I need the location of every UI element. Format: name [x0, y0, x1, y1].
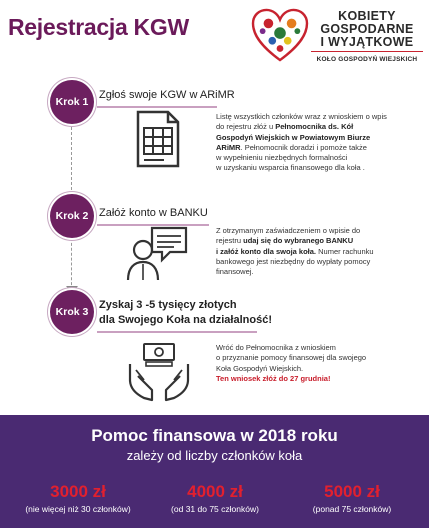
step-3-badge: Krok 3 [50, 290, 94, 334]
step-2-line: bankowego jest niezbędny do wypłaty pomocy [216, 256, 371, 266]
step-2-line: finansowej. [216, 267, 254, 277]
step-1-underline [97, 106, 217, 108]
step-1-title: Zgłoś swoje KGW w ARiMR [99, 89, 235, 101]
step-1-line: Listę wszystkich członków wraz z wnioskiem o wpis [216, 112, 387, 121]
funding-title: Pomoc finansowa w 2018 roku [91, 426, 338, 445]
step-1-line: . Pełnomocnik doradzi i pomoże także [240, 142, 367, 152]
document-form-icon [134, 110, 182, 168]
step-2-title: Załóż konto w BANKU [99, 207, 208, 219]
step-1-bold: Gospodyń Wiejskich w Powiatowym Biurze [216, 132, 371, 142]
amount-description: (nie więcej niż 30 członków) [25, 504, 131, 514]
hands-money-icon [126, 340, 192, 402]
step-1-text [216, 112, 406, 174]
amount-value: 3000 zł [50, 482, 106, 501]
logo-text [311, 10, 423, 66]
step-3-line: o przyznanie pomocy finansowej dla swojego [216, 353, 367, 363]
step-1-bold: ARiMR [216, 142, 241, 152]
step-3-text [216, 343, 406, 384]
logo-line-1: KOBIETY [338, 9, 396, 23]
step-2-badge: Krok 2 [50, 194, 94, 238]
step-1-bold: Pełnomocnika ds. Kół [275, 122, 354, 132]
person-speech-icon [126, 226, 190, 282]
step-3-line: Koła Gospodyń Wiejskich. [216, 363, 304, 373]
connector-2-3 [71, 238, 72, 290]
step-1-line: w wypełnieniu niezbędnych formalności [216, 153, 348, 163]
amount-description: (od 31 do 75 członków) [171, 504, 259, 514]
amount-tier-3 [282, 482, 422, 514]
logo-line-3: I WYJĄTKOWE [320, 35, 414, 49]
step-3-title-line-2: dla Swojego Koła na działalność! [99, 314, 272, 326]
step-1-badge: Krok 1 [50, 80, 94, 124]
step-3-title-line-1: Zyskaj 3 -5 tysięcy złotych [99, 299, 237, 311]
amount-value: 4000 zł [187, 482, 243, 501]
step-2-line: rejestru [216, 236, 242, 246]
amount-description: (ponad 75 członków) [312, 504, 392, 514]
heart-logo-icon [251, 8, 309, 62]
amount-value: 5000 zł [324, 482, 380, 501]
funding-subtitle: zależy od liczby członków koła [126, 448, 303, 463]
deadline-note: Ten wniosek złóż do 27 grudnia! [216, 373, 331, 383]
connector-1-2 [71, 122, 72, 200]
step-3-underline [97, 331, 257, 333]
step-3-line: Wróć do Pełnomocnika z wnioskiem [216, 343, 336, 352]
step-2-bold: i załóż konto dla swoja koła. [216, 246, 317, 256]
step-2-line: Z otrzymanym zaświadczeniem o wpisie do [216, 226, 361, 235]
amount-tier-2 [145, 482, 285, 514]
step-1-line: w uzyskaniu wsparcia finansowego dla koła . [216, 163, 365, 173]
step-3-title [99, 298, 319, 328]
step-1-line: do rejestru złóż u [216, 122, 274, 132]
step-2-text [216, 226, 406, 277]
step-2-line: Numer rachunku [318, 246, 374, 256]
logo-line-2: GOSPODARNE [320, 22, 414, 36]
amount-tier-1 [8, 482, 148, 514]
kgw-logo [247, 6, 425, 72]
page-title: Rejestracja KGW [8, 14, 189, 40]
funding-panel [0, 415, 429, 528]
step-2-bold: udaj się do wybranego BANKU [243, 236, 354, 246]
logo-subtitle: KOŁO GOSPODYŃ WIEJSKICH [311, 51, 423, 66]
